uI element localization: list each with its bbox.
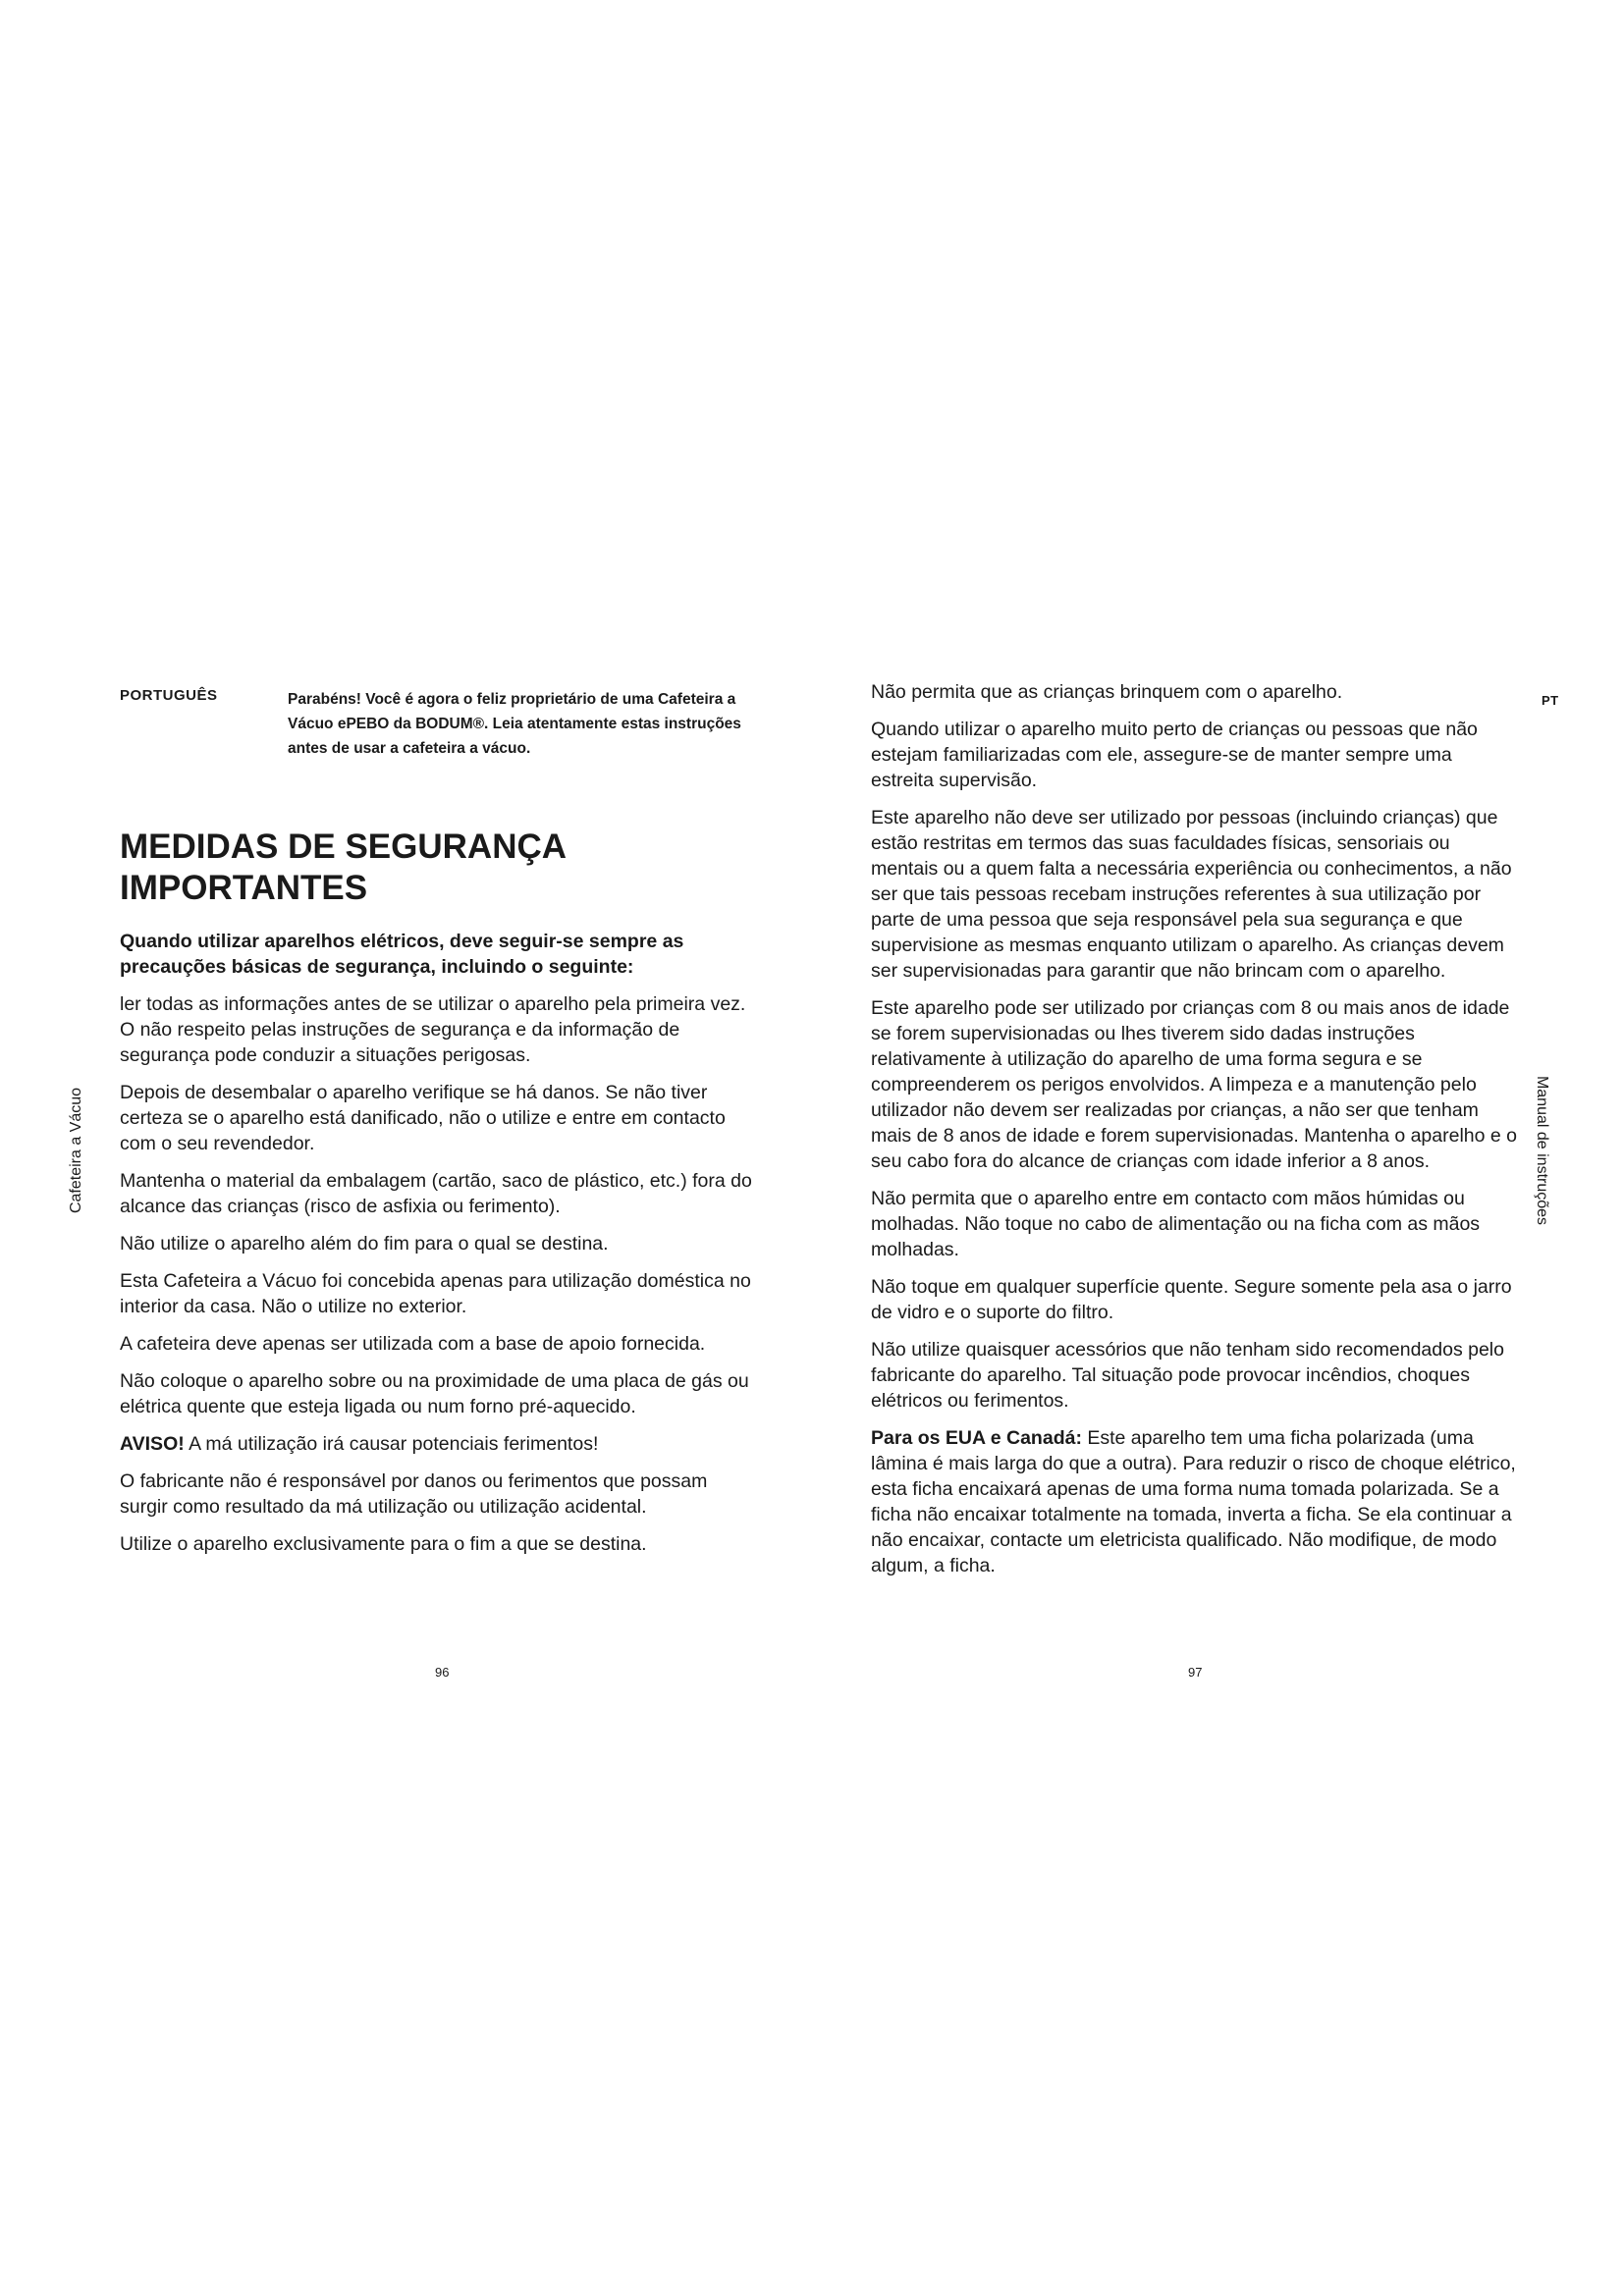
language-label: PORTUGUÊS xyxy=(120,687,218,704)
side-label-manual: Manual de instruções xyxy=(1534,1075,1550,1226)
paragraph: Quando utilizar o aparelho muito perto de crianças ou pessoas que não estejam familiarizadas com ele, assegure-se de manter sempre uma estreita supervisão. xyxy=(871,719,1478,791)
side-label-product: Cafeteira a Vácuo xyxy=(68,1087,84,1214)
right-body xyxy=(871,679,1519,1590)
page-title xyxy=(120,827,670,909)
paragraph: Este aparelho pode ser utilizado por crianças com 8 ou mais anos de idade se forem supervisionadas ou lhes tiverem sido dadas instruções relativamente à utilização do aparelho de uma forma segura e se compreenderem os perigos envolvidos. A limpeza e a manutenção pelo utilizador não devem ser realizadas por crianças, a não ser que tenham mais de 8 anos de idade e forem supervisionadas. Mantenha o aparelho e o seu cabo fora do alcance de crianças com idade inferior a 8 anos. xyxy=(871,997,1518,1172)
paragraph: O fabricante não é responsável por danos ou ferimentos que possam surgir como resultado da má utilização ou utilização acidental. xyxy=(120,1470,708,1518)
paragraph: Depois de desembalar o aparelho verifique se há danos. Se não tiver certeza se o aparelho está danificado, não o utilize e entre em contacto com o seu revendedor. xyxy=(120,1082,726,1154)
warning-text: A má utilização irá causar potenciais ferimentos! xyxy=(184,1433,599,1455)
paragraph: Não coloque o aparelho sobre ou na proximidade de uma placa de gás ou elétrica quente que esteja ligada ou num forno pré-aquecido. xyxy=(120,1370,749,1417)
paragraph: Esta Cafeteira a Vácuo foi concebida apenas para utilização doméstica no interior da casa. Não o utilize no exterior. xyxy=(120,1270,751,1317)
us-canada-label: Para os EUA e Canadá: xyxy=(871,1427,1082,1449)
us-canada-paragraph xyxy=(871,1425,1519,1578)
paragraph: Utilize o aparelho exclusivamente para o fim a que se destina. xyxy=(120,1533,647,1555)
paragraph: Não utilize quaisquer acessórios que não tenham sido recomendados pelo fabricante do aparelho. Tal situação pode provocar incêndios, choques elétricos ou ferimentos. xyxy=(871,1339,1504,1412)
paragraph: ler todas as informações antes de se utilizar o aparelho pela primeira vez. O não respeito pelas instruções de segurança e da informação de segurança pode conduzir a situações perigosas. xyxy=(120,993,746,1066)
section-lead: Quando utilizar aparelhos elétricos, deve seguir-se sempre as precauções básicas de segurança, incluindo o seguinte: xyxy=(120,931,684,978)
paragraph: A cafeteira deve apenas ser utilizada com a base de apoio fornecida. xyxy=(120,1333,706,1355)
paragraph: Mantenha o material da embalagem (cartão, saco de plástico, etc.) fora do alcance das crianças (risco de asfixia ou ferimento). xyxy=(120,1170,752,1217)
language-code: PT xyxy=(1542,693,1559,708)
paragraph: Não toque em qualquer superfície quente. Segure somente pela asa o jarro de vidro e o suporte do filtro. xyxy=(871,1276,1512,1323)
paragraph: Não permita que as crianças brinquem com o aparelho. xyxy=(871,681,1343,703)
title-line-1: MEDIDAS DE SEGURANÇA xyxy=(120,828,568,866)
us-canada-text: Este aparelho tem uma ficha polarizada (uma lâmina é mais larga do que a outra). Para reduzir o risco de choque elétrico, esta ficha encaixará apenas de uma forma numa tomada polarizada. Se a ficha não encaixar totalmente na tomada, inverta a ficha. Se ela continuar a não encaixar, contacte um eletricista qualificado. Não modifique, de modo algum, a ficha. xyxy=(871,1427,1516,1576)
intro-text: Parabéns! Você é agora o feliz proprietário de uma Cafeteira a Vácuo ePEBO da BODUM®. Leia atentamente estas instruções antes de usar a cafeteira a vácuo. xyxy=(288,691,741,757)
left-body xyxy=(120,991,758,1569)
page-number-right: 97 xyxy=(1188,1665,1203,1680)
paragraph: Não permita que o aparelho entre em contacto com mãos húmidas ou molhadas. Não toque no cabo de alimentação ou na ficha com as mãos molhadas. xyxy=(871,1188,1481,1260)
right-page xyxy=(812,0,1624,2296)
paragraph: Este aparelho não deve ser utilizado por pessoas (incluindo crianças) que estão restritas em termos das suas faculdades físicas, sensoriais ou mentais ou a quem falta a necessária experiência ou conhecimentos, a não ser que tais pessoas recebam instruções referentes à sua utilização por parte de uma pessoa que seja responsável pela sua segurança e que supervisione as mesmas enquanto utilizam o aparelho. As crianças devem ser supervisionadas para garantir que não brincam com o aparelho. xyxy=(871,807,1512,982)
paragraph: Não utilize o aparelho além do fim para o qual se destina. xyxy=(120,1233,609,1255)
title-line-2: IMPORTANTES xyxy=(120,869,368,907)
page-number-left: 96 xyxy=(435,1665,450,1680)
warning-label: AVISO! xyxy=(120,1433,185,1455)
warning-paragraph xyxy=(120,1431,758,1457)
